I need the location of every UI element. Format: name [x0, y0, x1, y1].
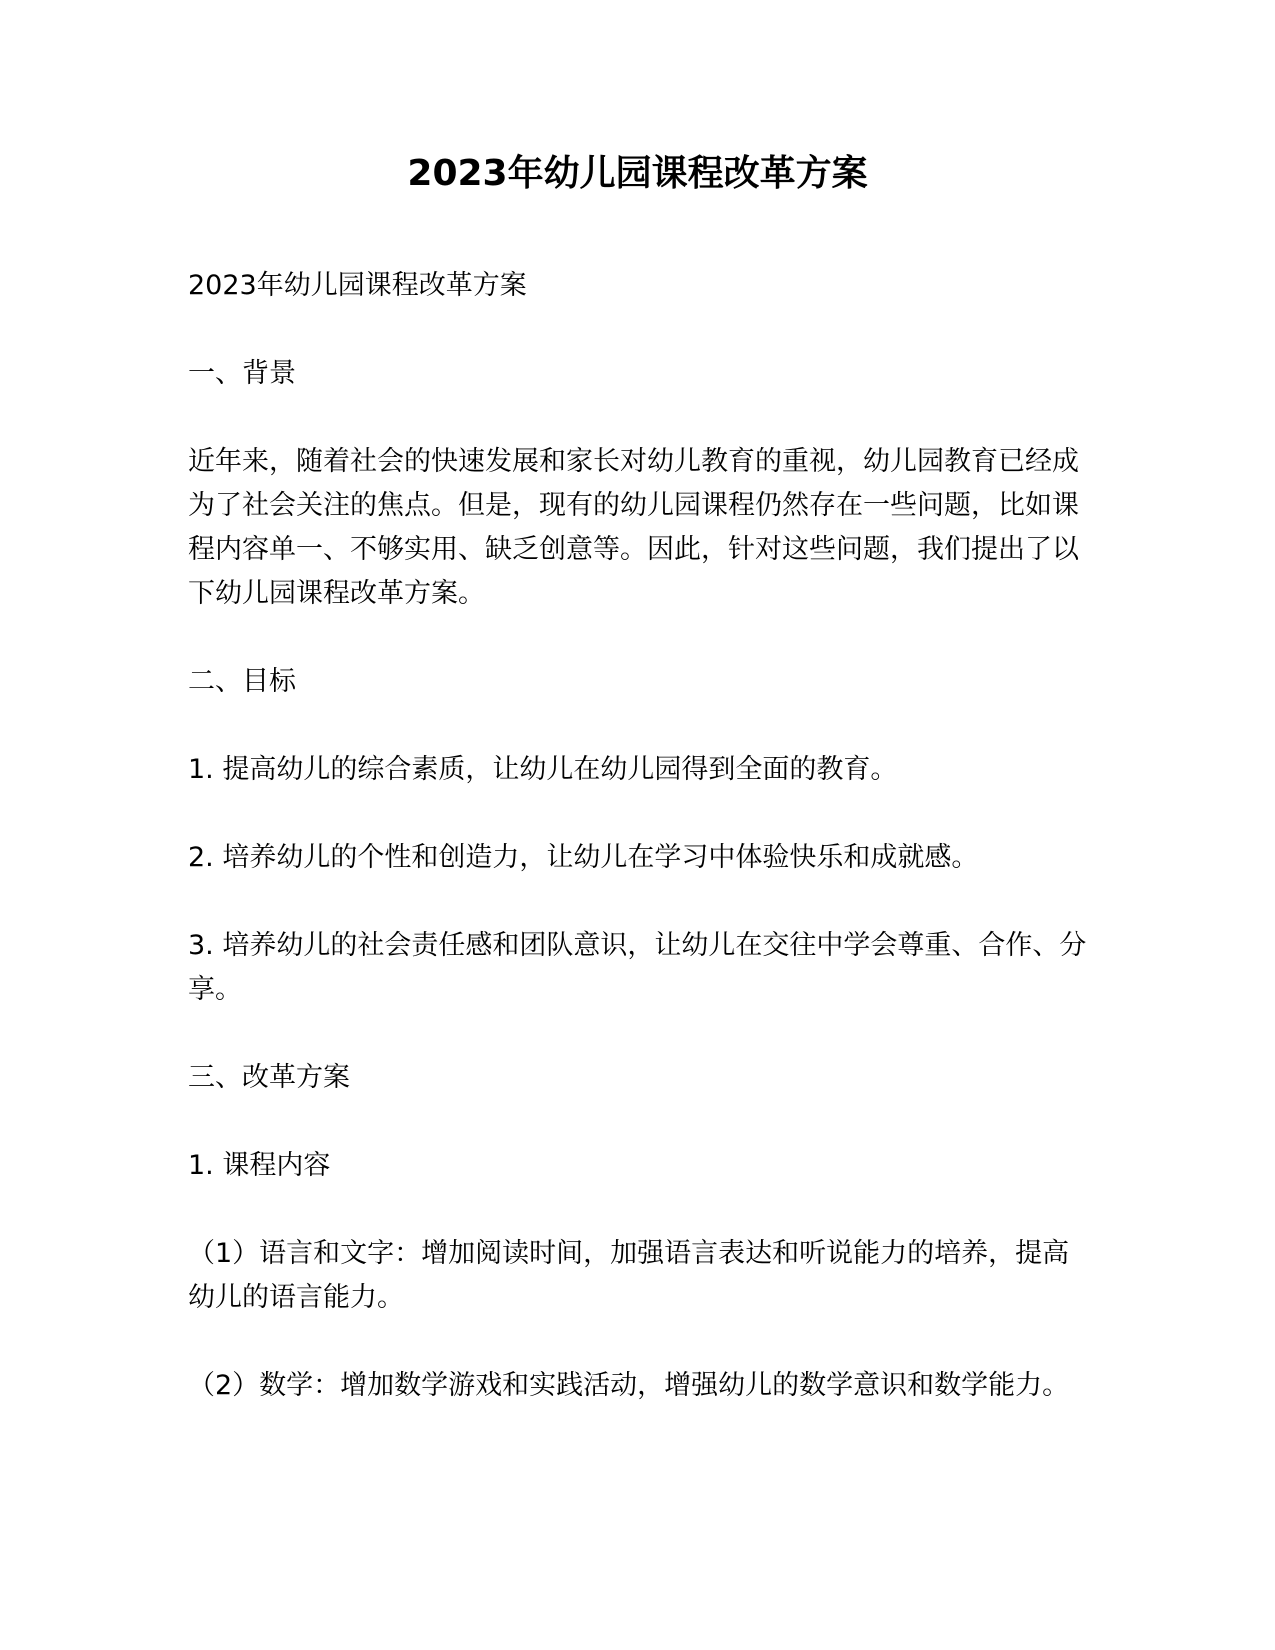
goal-item: 3. 培养幼儿的社会责任感和团队意识，让幼儿在交往中学会尊重、合作、分享。	[188, 930, 1087, 1005]
subsection-heading-course-content: 1. 课程内容	[188, 1150, 331, 1181]
section-heading-reform-plan: 三、改革方案	[188, 1062, 350, 1093]
goal-item: 1. 提高幼儿的综合素质，让幼儿在幼儿园得到全面的教育。	[188, 754, 898, 785]
section-heading-goals: 二、目标	[188, 666, 296, 697]
section-heading-background: 一、背景	[188, 358, 296, 389]
page-title: 2023年幼儿园课程改革方案	[407, 153, 868, 194]
goal-item: 2. 培养幼儿的个性和创造力，让幼儿在学习中体验快乐和成就感。	[188, 842, 979, 873]
document-subtitle: 2023年幼儿园课程改革方案	[188, 270, 527, 301]
background-paragraph: 近年来，随着社会的快速发展和家长对幼儿教育的重视，幼儿园教育已经成为了社会关注的焦点。但是，现有的幼儿园课程仍然存在一些问题，比如课程内容单一、不够实用、缺乏创意等。因此，针对这些问题，我们提出了以下幼儿园课程改革方案。	[188, 446, 1079, 609]
document-body	[188, 264, 1088, 1452]
course-content-item: （2）数学：增加数学游戏和实践活动，增强幼儿的数学意识和数学能力。	[188, 1370, 1070, 1401]
course-content-item: （1）语言和文字：增加阅读时间，加强语言表达和听说能力的培养，提高幼儿的语言能力。	[188, 1238, 1070, 1313]
